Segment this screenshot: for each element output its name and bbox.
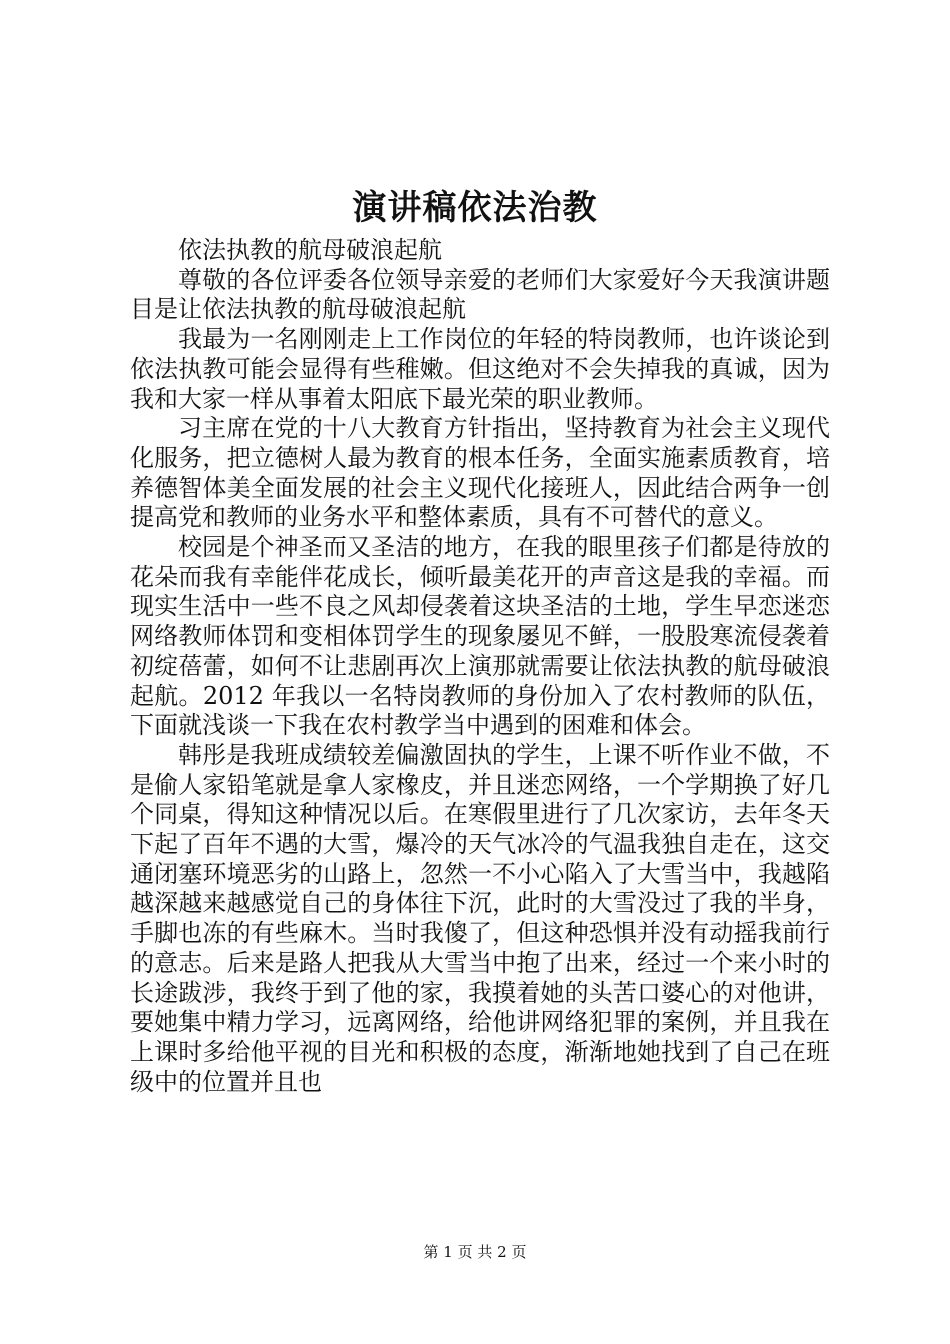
paragraph: 校园是个神圣而又圣洁的地方，在我的眼里孩子们都是待放的花朵而我有幸能伴花成长，倾听最美花开的声音这是我的幸福。而现实生活中一些不良之风却侵袭着这块圣洁的土地，学生早恋迷恋网络教师体罚和变相体罚学生的现象屡见不鲜，一股股寒流侵袭着初绽蓓蕾，如何不让悲剧再次上演那就需要让依法执教的航母破浪起航。2012 年我以一名特岗教师的身份加入了农村教师的队伍，下面就浅谈一下我在农村教学当中遇到的困难和体会。 [130, 533, 830, 740]
paragraph: 我最为一名刚刚走上工作岗位的年轻的特岗教师，也许谈论到依法执教可能会显得有些稚嫩。但这绝对不会失掉我的真诚，因为我和大家一样从事着太阳底下最光荣的职业教师。 [130, 325, 830, 413]
document-body [130, 236, 830, 1097]
page-number-footer: 第 1 页 共 2 页 [423, 1243, 527, 1261]
paragraph-greeting: 尊敬的各位评委各位领导亲爱的老师们大家爱好今天我演讲题目是让依法执教的航母破浪起航 [130, 265, 830, 324]
page-title: 演讲稿依法治教 [352, 188, 598, 228]
paragraph: 习主席在党的十八大教育方针指出，坚持教育为社会主义现代化服务，把立德树人最为教育的根本任务，全面实施素质教育，培养德智体美全面发展的社会主义现代化接班人，因此结合两争一创提高党和教师的业务水平和整体素质，具有不可替代的意义。 [130, 414, 830, 532]
paragraph: 韩彤是我班成绩较差偏激固执的学生，上课不听作业不做，不是偷人家铅笔就是拿人家橡皮，并且迷恋网络，一个学期换了好几个同桌，得知这种情况以后。在寒假里进行了几次家访，去年冬天下起了百年不遇的大雪，爆冷的天气冰冷的气温我独自走在，这交通闭塞环境恶劣的山路上，忽然一不小心陷入了大雪当中，我越陷越深越来越感觉自己的身体往下沉，此时的大雪没过了我的半身，手脚也冻的有些麻木。当时我傻了，但这种恐惧并没有动摇我前行的意志。后来是路人把我从大雪当中抱了出来，经过一个来小时的长途跋涉，我终于到了他的家，我摸着她的头苦口婆心的对他讲，要她集中精力学习，远离网络，给他讲网络犯罪的案例，并且我在上课时多给他平视的目光和积极的态度，渐渐地她找到了自己在班级中的位置并且也 [130, 740, 830, 1096]
paragraph-subtitle: 依法执教的航母破浪起航 [178, 236, 442, 264]
